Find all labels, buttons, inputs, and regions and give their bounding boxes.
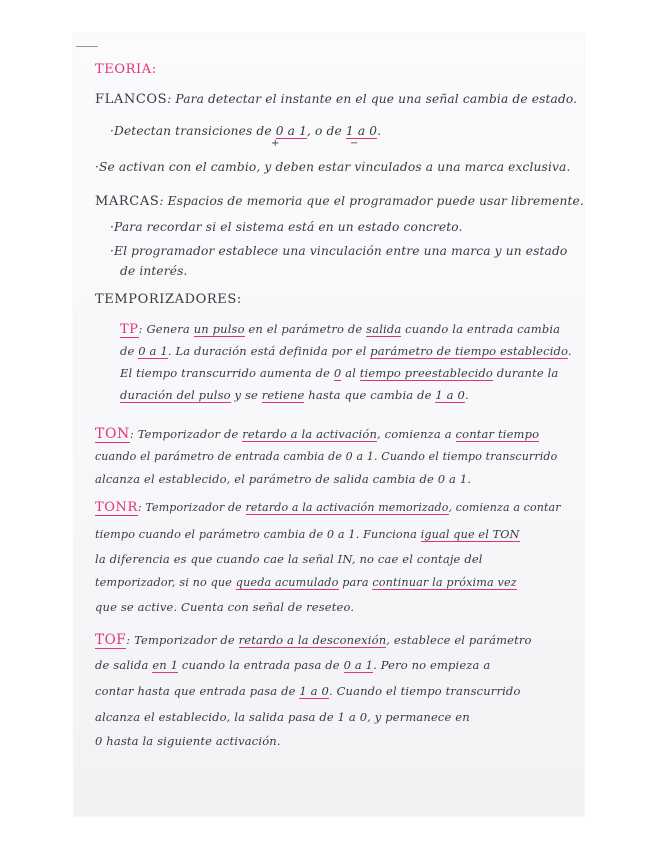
text-span: . (567, 344, 572, 358)
underlined-term: en 1 (152, 658, 179, 672)
text-span: , comienza a (377, 427, 456, 441)
falling-edge-mark: − (350, 138, 359, 149)
text-span: : Temporizador de (137, 501, 246, 514)
underlined-term: contar tiempo (455, 427, 540, 441)
marcas-line-3: ·El programador establece una vinculación entre una marca y un estado (110, 244, 568, 258)
text-span: ·Detectan transiciones de (110, 124, 276, 138)
marcas-def-line (95, 194, 584, 209)
text-span: : Temporizador de (126, 633, 239, 647)
tof-line-1 (95, 632, 532, 648)
text-span: para (338, 576, 373, 589)
underlined-term: retardo a la activación (242, 427, 378, 441)
ton-line-2: cuando el parámetro de entrada cambia de 0 a 1. Cuando el tiempo transcurrido (95, 450, 558, 463)
underlined-term: igual que el TON (420, 528, 520, 541)
text-span: , establece el parámetro (386, 633, 532, 647)
tp-line-4 (120, 388, 469, 402)
flancos-def-line (95, 92, 577, 107)
marcas-def: : Espacios de memoria que el programador puede usar libremente. (159, 194, 584, 208)
underlined-term: 1 a 0 (435, 388, 465, 402)
text-span: El tiempo transcurrido aumenta de (120, 366, 334, 380)
underlined-term: retardo a la desconexión (238, 633, 387, 647)
underlined-term: salida (366, 322, 402, 336)
notebook-page (74, 34, 584, 816)
text-span: . (377, 124, 382, 138)
tp-line-3 (120, 366, 558, 380)
underlined-term: 0 a 1 (275, 124, 307, 138)
underlined-term: 1 a 0 (299, 684, 329, 698)
tof-line-4: alcanza el establecido, la salida pasa de 1 a 0, y permanece en (95, 710, 470, 724)
temporizadores-heading: TEMPORIZADORES: (95, 292, 242, 307)
text-span: temporizador, si no que (95, 576, 236, 589)
flancos-line-2 (110, 124, 381, 138)
text-span: . Cuando el tiempo transcurrido (328, 684, 521, 698)
tof-line-3 (95, 684, 521, 698)
underlined-term: queda acumulado (235, 576, 339, 589)
underlined-term: 0 a 1 (138, 344, 168, 358)
tonr-line-5: que se active. Cuenta con señal de reseteo. (95, 600, 355, 614)
tonr-line-2 (95, 528, 520, 541)
underlined-term: parámetro de tiempo establecido (370, 344, 568, 358)
flancos-def: : Para detectar el instante en el que una señal cambia de estado. (167, 92, 578, 106)
text-span: : Genera (138, 322, 194, 336)
text-span: hasta que cambia de (304, 388, 436, 402)
text-span: cuando la entrada pasa de (178, 658, 344, 672)
tp-line-1 (120, 322, 560, 337)
text-span: cuando la entrada cambia (401, 322, 561, 336)
tof-line-2 (95, 658, 490, 672)
tp-line-2 (120, 344, 572, 358)
flancos-term: FLANCOS (95, 92, 168, 107)
tonr-line-4 (95, 576, 517, 589)
tonr-line-1 (95, 500, 561, 515)
text-span: en el parámetro de (244, 322, 367, 336)
marcas-line-4: de interés. (120, 264, 188, 278)
text-span: durante la (492, 366, 559, 380)
text-span: . Pero no empieza a (373, 658, 491, 672)
underlined-term: continuar la próxima vez (372, 576, 517, 589)
underlined-term: un pulso (193, 322, 245, 336)
ton-term: TON (95, 426, 130, 442)
section-title-teoria: TEORIA: (95, 62, 157, 77)
tonr-line-3: la diferencia es que cuando cae la señal IN, no cae el contaje del (95, 552, 483, 566)
underlined-term: retiene (261, 388, 305, 402)
text-span: al (341, 366, 360, 380)
tof-line-5: 0 hasta la siguiente activación. (95, 734, 281, 748)
tof-term: TOF (95, 632, 127, 648)
marcas-line-2: ·Para recordar si el sistema está en un estado concreto. (110, 220, 463, 234)
underlined-term: retardo a la activación memorizado (245, 501, 449, 514)
text-span: . La duración está definida por el (167, 344, 371, 358)
underlined-term: tiempo preestablecido (359, 366, 493, 380)
text-span: : Temporizador de (129, 427, 243, 441)
underlined-term: 1 a 0 (345, 124, 378, 138)
tonr-term: TONR (95, 500, 138, 515)
text-span: , o de (307, 124, 346, 138)
text-span: de (120, 344, 139, 358)
ton-line-1 (95, 426, 539, 442)
text-span: de salida (95, 658, 153, 672)
text-span: y se (230, 388, 262, 402)
text-span: tiempo cuando el parámetro cambia de 0 a 1. Funciona (95, 528, 421, 541)
tp-term: TP (120, 322, 139, 337)
margin-mark (76, 46, 98, 47)
rising-edge-mark: + (271, 138, 280, 149)
text-span: , comienza a contar (448, 501, 561, 514)
underlined-term: 0 a 1 (343, 658, 374, 672)
text-span: contar hasta que entrada pasa de (95, 684, 300, 698)
text-span: . (464, 388, 469, 402)
underlined-term: duración del pulso (120, 388, 231, 402)
ton-line-3: alcanza el establecido, el parámetro de salida cambia de 0 a 1. (95, 472, 472, 486)
underlined-term: 0 (333, 366, 342, 380)
marcas-term: MARCAS (95, 194, 160, 209)
flancos-line-3: ·Se activan con el cambio, y deben estar vinculados a una marca exclusiva. (95, 160, 571, 174)
